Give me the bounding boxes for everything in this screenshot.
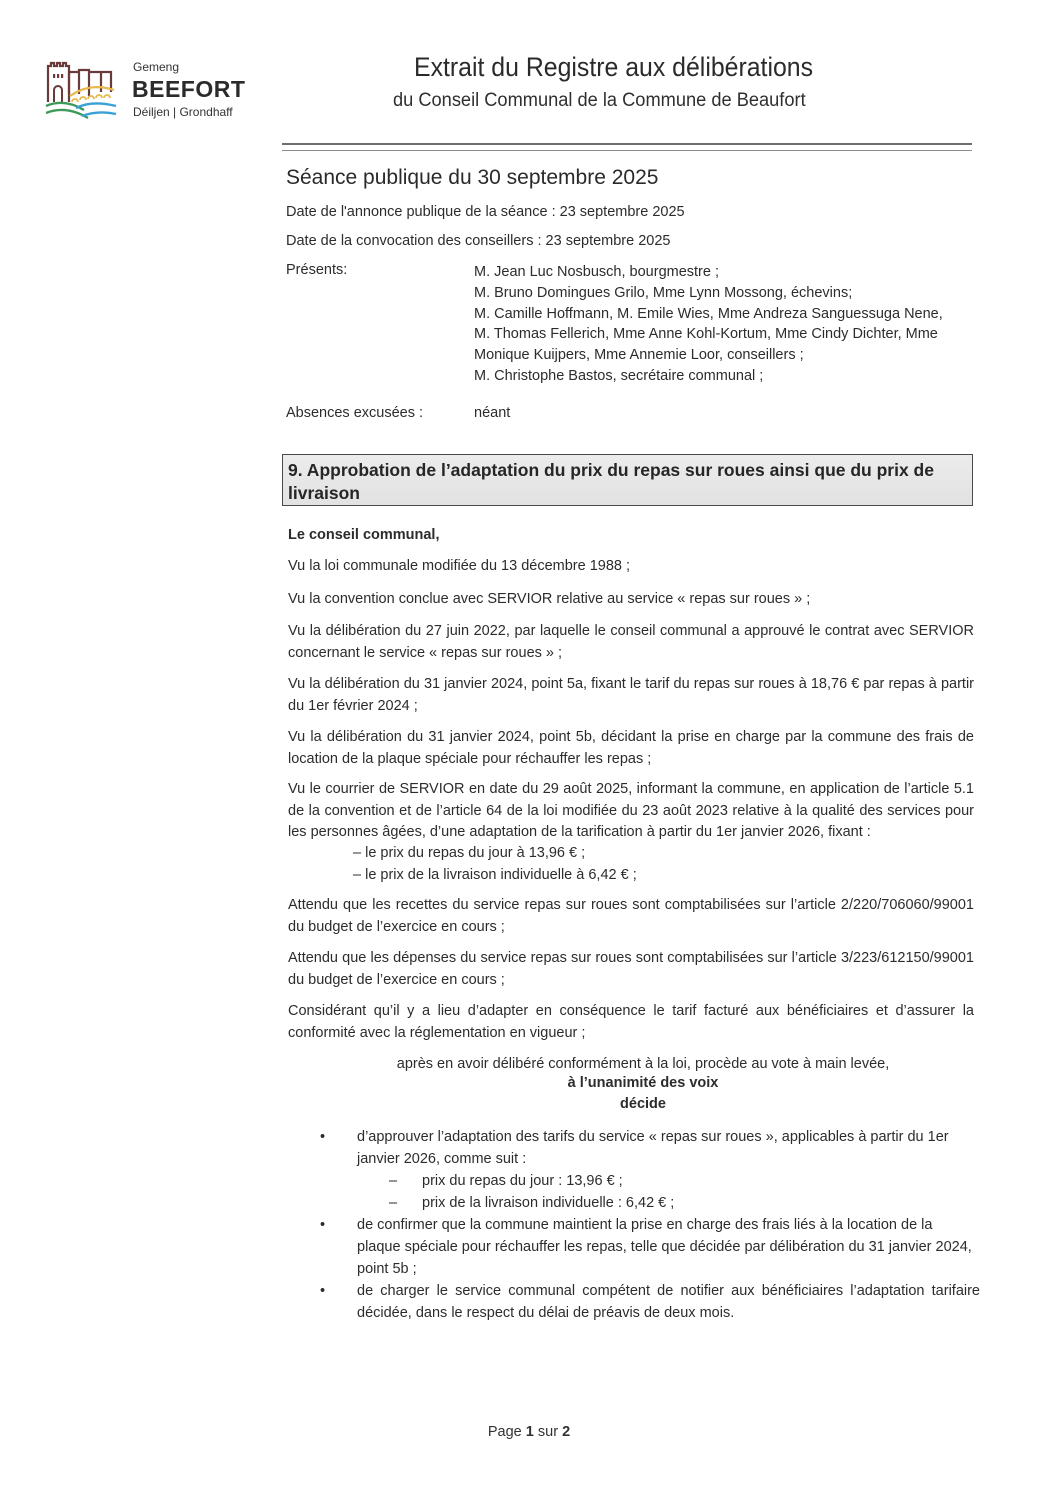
vu-convention: Vu la convention conclue avec SERVIOR relative au service « repas sur roues » ; [288, 591, 811, 607]
tariff-list [357, 1170, 980, 1214]
page-sur: sur [537, 1424, 559, 1440]
servior-tariff-item: – le prix du repas du jour à 13,96 € ; [353, 845, 586, 861]
header-divider [282, 143, 972, 151]
vu-courrier-servior: Vu le courrier de SERVIOR en date du 29 août 2025, informant la commune, en application de l’article 5.1 de la convention et de l’article 64 de la loi modifiée du 23 août 2023 relative à la qualité des services pour les personnes âgées, d’une adaptation de la tarification à partir du 1er janvier 2026, fixant : [288, 781, 974, 840]
decision-item [320, 1280, 980, 1324]
seance-title: Séance publique du 30 septembre 2025 [286, 166, 659, 189]
council-intro: Le conseil communal, [288, 527, 440, 543]
decision-text: de charger le service communal compétent de notifier aux bénéficiaires l’adaptation tarifaire décidée, dans le respect du délai de préavis de deux mois. [357, 1283, 980, 1321]
agenda-item-box [282, 454, 973, 506]
tariff-text: prix du repas du jour : 13,96 € ; [422, 1173, 623, 1189]
bullet-icon: • [320, 1129, 326, 1145]
present-line: M. Camille Hoffmann, M. Emile Wies, Mme Andreza Sanguessuga Nene, [474, 305, 943, 322]
vote-statement: après en avoir délibéré conformément à la loi, procède au vote à main levée, [396, 1056, 890, 1072]
agenda-item-title: 9. Approbation de l’adaptation du prix du repas sur roues ainsi que du prix de livraison [288, 460, 934, 503]
dash-icon: – [389, 1195, 398, 1211]
commune-logo [44, 60, 274, 124]
vu-deliberation-2022: Vu la délibération du 27 juin 2022, par laquelle le conseil communal a approuvé le contrat avec SERVIOR concernant le service « repas sur roues » ; [288, 623, 974, 661]
page-footer [0, 1424, 1058, 1440]
servior-tariff-item: – le prix de la livraison individuelle à 6,42 € ; [353, 866, 637, 883]
absences-value: néant [474, 405, 511, 421]
vote-unanimity: à l’unanimité des voix [567, 1075, 719, 1091]
logo-beefort: BEEFORT [132, 76, 246, 102]
presents-label: Présents: [286, 262, 348, 278]
bullet-icon: • [320, 1217, 326, 1233]
document-title: Extrait du Registre aux délibérations [414, 52, 814, 82]
decisions-list [320, 1126, 980, 1324]
logo-subtitle: Déiljen | Grondhaff [133, 105, 233, 119]
present-line: M. Thomas Fellerich, Mme Anne Kohl-Kortum, Mme Cindy Dichter, Mme [474, 326, 938, 343]
dash-icon: – [389, 1173, 398, 1189]
present-line: M. Christophe Bastos, secrétaire communal ; [474, 367, 764, 384]
annonce-date: Date de l'annonce publique de la séance : 23 septembre 2025 [286, 204, 685, 220]
present-line: Monique Kuijpers, Mme Annemie Loor, conseillers ; [474, 347, 804, 364]
vu-loi-communale: Vu la loi communale modifiée du 13 décembre 1988 ; [288, 558, 631, 574]
vu-deliberation-5b: Vu la délibération du 31 janvier 2024, point 5b, décidant la prise en charge par la commune des frais de location de la plaque spéciale pour réchauffer les repas ; [288, 729, 974, 767]
tariff-item [389, 1170, 980, 1192]
bullet-icon: • [320, 1283, 326, 1299]
logo-gemeng: Gemeng [133, 60, 180, 74]
tariff-item [389, 1192, 980, 1214]
presents-list [474, 262, 943, 387]
page-total: 2 [562, 1424, 571, 1440]
decision-text: d’approuver l’adaptation des tarifs du service « repas sur roues », applicables à partir du 1er janvier 2026, comme suit : [357, 1129, 949, 1167]
present-line: M. Bruno Domingues Grilo, Mme Lynn Mossong, échevins; [474, 284, 853, 301]
servior-tariff-list [289, 843, 1039, 886]
decide-label: décide [620, 1096, 666, 1112]
castle-bridge-icon [44, 60, 120, 124]
page-word: Page [487, 1424, 522, 1440]
convocation-date: Date de la convocation des conseillers : 23 septembre 2025 [286, 233, 671, 249]
considerant: Considérant qu’il y a lieu d’adapter en conséquence le tarif facturé aux bénéficiaires et d’assurer la conformité avec la réglementation en vigueur ; [288, 1003, 974, 1041]
tariff-text: prix de la livraison individuelle : 6,42 € ; [422, 1195, 675, 1211]
page-current: 1 [525, 1424, 534, 1440]
decision-item [320, 1126, 980, 1214]
present-line: M. Jean Luc Nosbusch, bourgmestre ; [474, 264, 720, 280]
attendu-depenses: Attendu que les dépenses du service repas sur roues sont comptabilisées sur l’article 3/223/612150/99001 du budget de l’exercice en cours ; [288, 950, 974, 988]
attendu-recettes: Attendu que les recettes du service repas sur roues sont comptabilisées sur l’article 2/220/706060/99001 du budget de l’exercice en cours ; [288, 897, 974, 935]
vu-deliberation-5a: Vu la délibération du 31 janvier 2024, point 5a, fixant le tarif du repas sur roues à 18,76 € par repas à partir du 1er février 2024 ; [288, 676, 974, 714]
absences-label: Absences excusées : [286, 405, 424, 421]
decision-text: de confirmer que la commune maintient la prise en charge des frais liés à la location de la plaque spéciale pour réchauffer les repas, telle que décidée par délibération du 31 janvier 2024, point 5b ; [357, 1217, 972, 1277]
decision-item [320, 1214, 980, 1280]
document-subtitle: du Conseil Communal de la Commune de Beaufort [393, 90, 806, 111]
